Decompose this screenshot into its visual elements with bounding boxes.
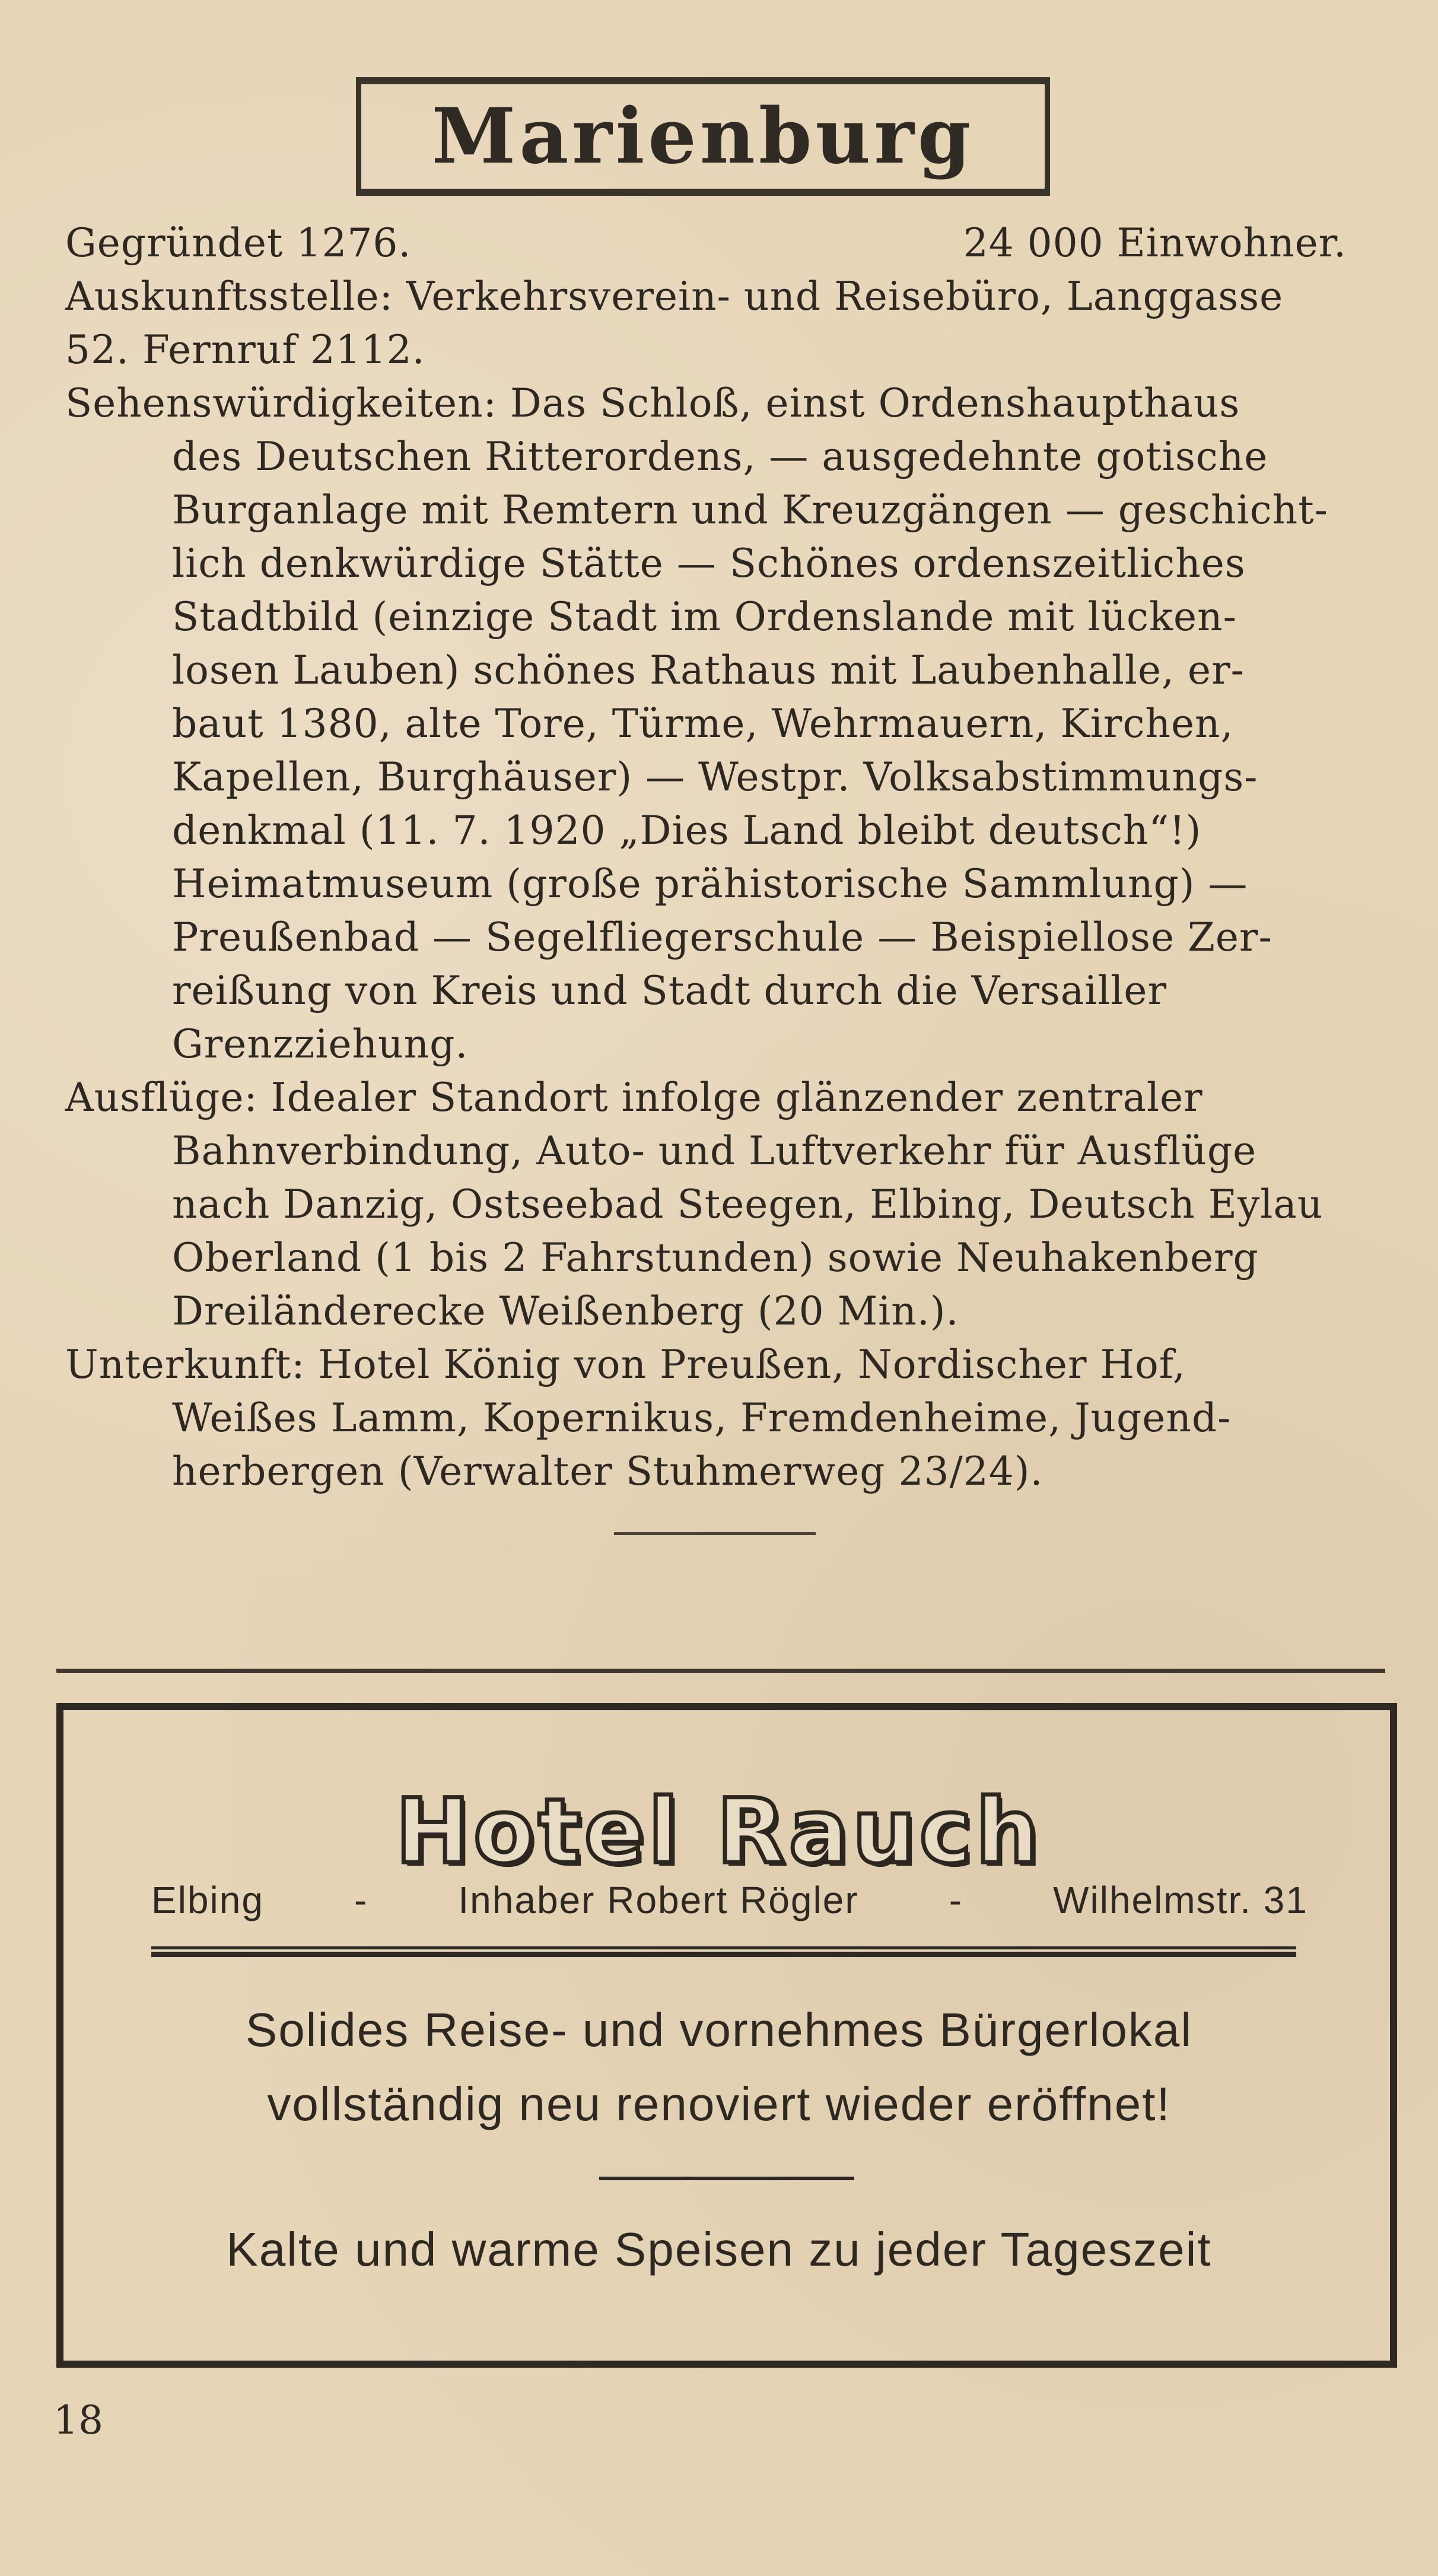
ad-mid-rule xyxy=(599,2177,854,2180)
ad-separator: - xyxy=(949,1879,963,1921)
ad-city: Elbing xyxy=(151,1879,264,1921)
entry-header-row xyxy=(65,217,1347,270)
ad-street: Wilhelmstr. 31 xyxy=(1053,1879,1308,1921)
entry-line: Dreiländerecke Weißenberg (20 Min.). xyxy=(172,1288,959,1334)
entry-line: Unterkunft: Hotel König von Preußen, Nordischer Hof, xyxy=(65,1342,1186,1387)
entry-line: Burganlage mit Remtern und Kreuzgängen — geschicht- xyxy=(172,487,1328,533)
title-box xyxy=(356,77,1050,196)
ad-top-rule xyxy=(56,1669,1385,1673)
entry-line: Heimatmuseum (große prähistorische Sammlung) — xyxy=(172,861,1248,907)
entry-line: Stadtbild (einzige Stadt im Ordenslande mit lücken- xyxy=(172,594,1237,640)
ad-separator: - xyxy=(354,1879,368,1921)
entry-line: reißung von Kreis und Stadt durch die Versailler xyxy=(172,968,1167,1014)
entry-line: Grenzziehung. xyxy=(172,1021,469,1067)
entry-text xyxy=(65,217,1359,1498)
entry-line: losen Lauben) schönes Rathaus mit Laubenhalle, er- xyxy=(172,647,1245,693)
entry-line: baut 1380, alte Tore, Türme, Wehrmauern, Kirchen, xyxy=(172,701,1234,747)
entry-line: Bahnverbindung, Auto- und Luftverkehr für Ausflüge xyxy=(172,1128,1257,1174)
entry-line: Kapellen, Burghäuser) — Westpr. Volksabstimmungs- xyxy=(172,754,1258,800)
ad-owner: Inhaber Robert Rögler xyxy=(458,1879,859,1921)
ad-double-rule xyxy=(151,1946,1296,1957)
entry-line: des Deutschen Ritterordens, — ausgedehnte gotische xyxy=(172,434,1268,479)
hotel-name: Hotel Rauch xyxy=(395,1780,1043,1883)
entry-line: herbergen (Verwalter Stuhmerweg 23/24). xyxy=(172,1449,1043,1494)
entry-line: Weißes Lamm, Kopernikus, Fremdenheime, Jugend- xyxy=(172,1395,1232,1441)
entry-line: lich denkwürdige Stätte — Schönes ordenszeitliches xyxy=(172,541,1246,586)
page-number: 18 xyxy=(53,2397,103,2443)
entry-line: Sehenswürdigkeiten: Das Schloß, einst Ordenshaupthaus xyxy=(65,380,1240,426)
entry-line: denkmal (11. 7. 1920 „Dies Land bleibt deutsch“!) xyxy=(172,808,1202,853)
entry-line: Preußenbad — Segelfliegerschule — Beispiellose Zer- xyxy=(172,914,1272,960)
page-title: Marienburg xyxy=(431,92,975,181)
population-text: 24 000 Einwohner. xyxy=(963,220,1347,266)
ad-address-row xyxy=(151,1878,1308,1922)
section-divider xyxy=(614,1532,816,1535)
ad-line-2: vollständig neu renoviert wieder eröffnet! xyxy=(267,2078,1171,2130)
entry-line: Oberland (1 bis 2 Fahrstunden) sowie Neuhakenberg xyxy=(172,1235,1259,1281)
ad-line-1: Solides Reise- und vornehmes Bürgerlokal xyxy=(245,2003,1193,2056)
entry-line: Ausflüge: Idealer Standort infolge glänzender zentraler xyxy=(65,1075,1203,1120)
founded-text: Gegründet 1276. xyxy=(65,220,412,266)
entry-line: nach Danzig, Ostseebad Steegen, Elbing, Deutsch Eylau xyxy=(172,1181,1324,1227)
entry-line: Auskunftsstelle: Verkehrsverein- und Reisebüro, Langgasse xyxy=(65,274,1284,319)
ad-line-3: Kalte und warme Speisen zu jeder Tageszeit xyxy=(226,2223,1212,2276)
entry-line: 52. Fernruf 2112. xyxy=(65,327,425,373)
